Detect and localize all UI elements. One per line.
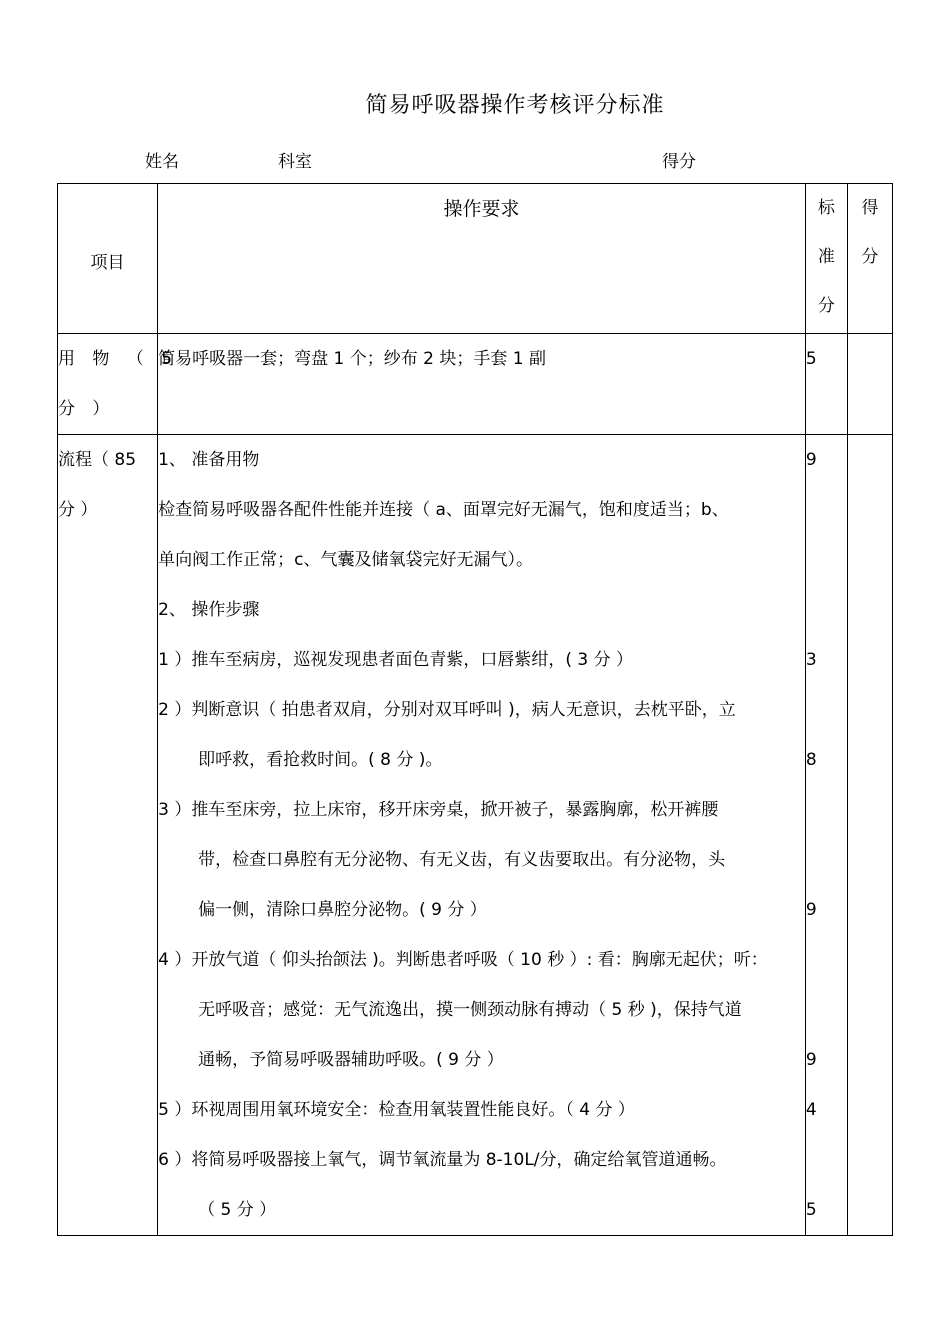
row-item-line: 用 物 （ 5 [58, 349, 179, 369]
row-got-cell [847, 334, 892, 435]
page-title: 简易呼吸器操作考核评分标准 [365, 93, 665, 118]
std-score [806, 785, 847, 835]
req-line: 偏一侧，清除口鼻腔分泌物。( 9 分 ） [198, 900, 487, 920]
std-score: 9 [805, 450, 817, 470]
table-header-row [58, 184, 893, 334]
req-line: 5 ）环视周围用氧环境安全：检查用氧装置性能良好。（ 4 分 ） [158, 1100, 635, 1120]
name-label: 姓名 [145, 152, 179, 172]
row-item-line: 分 ） [58, 500, 98, 520]
header-std-cell [805, 184, 847, 334]
req-line: 检查简易呼吸器各配件性能并连接（ a、面罩完好无漏气，饱和度适当；b、 [158, 500, 729, 520]
req-line: 6 ）将简易呼吸器接上氧气，调节氧流量为 8-10L/分，确定给氧管道通畅。 [158, 1150, 727, 1170]
row-item-line: 分 ） [58, 399, 116, 419]
std-score [806, 685, 847, 735]
header-item: 项目 [90, 253, 125, 273]
std-score: 4 [805, 1100, 817, 1120]
req-line: 通畅，予简易呼吸器辅助呼吸。( 9 分 ） [198, 1050, 504, 1070]
score-label: 得分 [662, 152, 696, 172]
std-score: 8 [805, 750, 817, 770]
row-req-cell [158, 334, 806, 435]
std-score: 5 [805, 349, 817, 369]
std-score: 9 [805, 900, 817, 920]
row-item-cell [58, 435, 158, 1236]
req-line: 3 ）推车至床旁，拉上床帘，移开床旁桌，掀开被子，暴露胸廓，松开裤腰 [158, 800, 719, 820]
std-score [806, 585, 847, 635]
header-std-char: 准 [817, 247, 835, 267]
std-score [806, 535, 847, 585]
req-line: 2 ）判断意识（ 拍患者双肩，分别对双耳呼叫 )，病人无意识，去枕平卧，立 [158, 700, 736, 720]
std-score: 5 [805, 1200, 817, 1220]
req-line: 无呼吸音；感觉：无气流逸出，摸一侧颈动脉有搏动（ 5 秒 )，保持气道 [198, 1000, 742, 1020]
header-item-cell [58, 184, 158, 334]
std-score: 3 [805, 650, 817, 670]
row-std-cell [805, 334, 847, 435]
row-item-line: 流程（ 85 [58, 450, 137, 470]
req-line: 即呼救，看抢救时间。( 8 分 )。 [198, 750, 443, 770]
req-line: （ 5 分 ） [198, 1200, 277, 1220]
row-req-cell [158, 435, 806, 1236]
req-line: 4 ）开放气道（ 仰头抬颌法 )。判断患者呼吸（ 10 秒 ）: 看：胸廓无起伏；听： [158, 950, 768, 970]
dept-label: 科室 [278, 152, 312, 172]
header-got-char: 得 [861, 198, 879, 218]
scoring-table [57, 183, 893, 1236]
req-line: 简易呼吸器一套；弯盘 1 个；纱布 2 块；手套 1 副 [158, 349, 546, 369]
row-item-cell [58, 334, 179, 435]
std-score [806, 935, 847, 985]
row-std-cell [805, 435, 847, 1236]
header-got-cell [847, 184, 892, 334]
row-got-cell [847, 435, 892, 1236]
header-req-cell [158, 184, 806, 334]
req-line: 单向阀工作正常；c、气囊及储氧袋完好无漏气）。 [158, 550, 533, 570]
req-line: 2、 操作步骤 [158, 600, 260, 620]
std-score [806, 1135, 847, 1185]
req-line: 带，检查口鼻腔有无分泌物、有无义齿，有义齿要取出。有分泌物，头 [198, 850, 726, 870]
header-req: 操作要求 [443, 198, 520, 220]
std-score: 9 [805, 1050, 817, 1070]
std-score [806, 985, 847, 1035]
req-line: 1、 准备用物 [158, 450, 260, 470]
header-std-char: 标 [817, 198, 835, 218]
header-std-char: 分 [817, 296, 835, 316]
table-row [58, 334, 893, 435]
req-line: 1 ）推车至病房，巡视发现患者面色青紫，口唇紫绀，( 3 分 ） [158, 650, 633, 670]
std-score [806, 835, 847, 885]
std-score [806, 485, 847, 535]
header-got-char: 分 [861, 247, 879, 267]
table-row [58, 435, 893, 1236]
